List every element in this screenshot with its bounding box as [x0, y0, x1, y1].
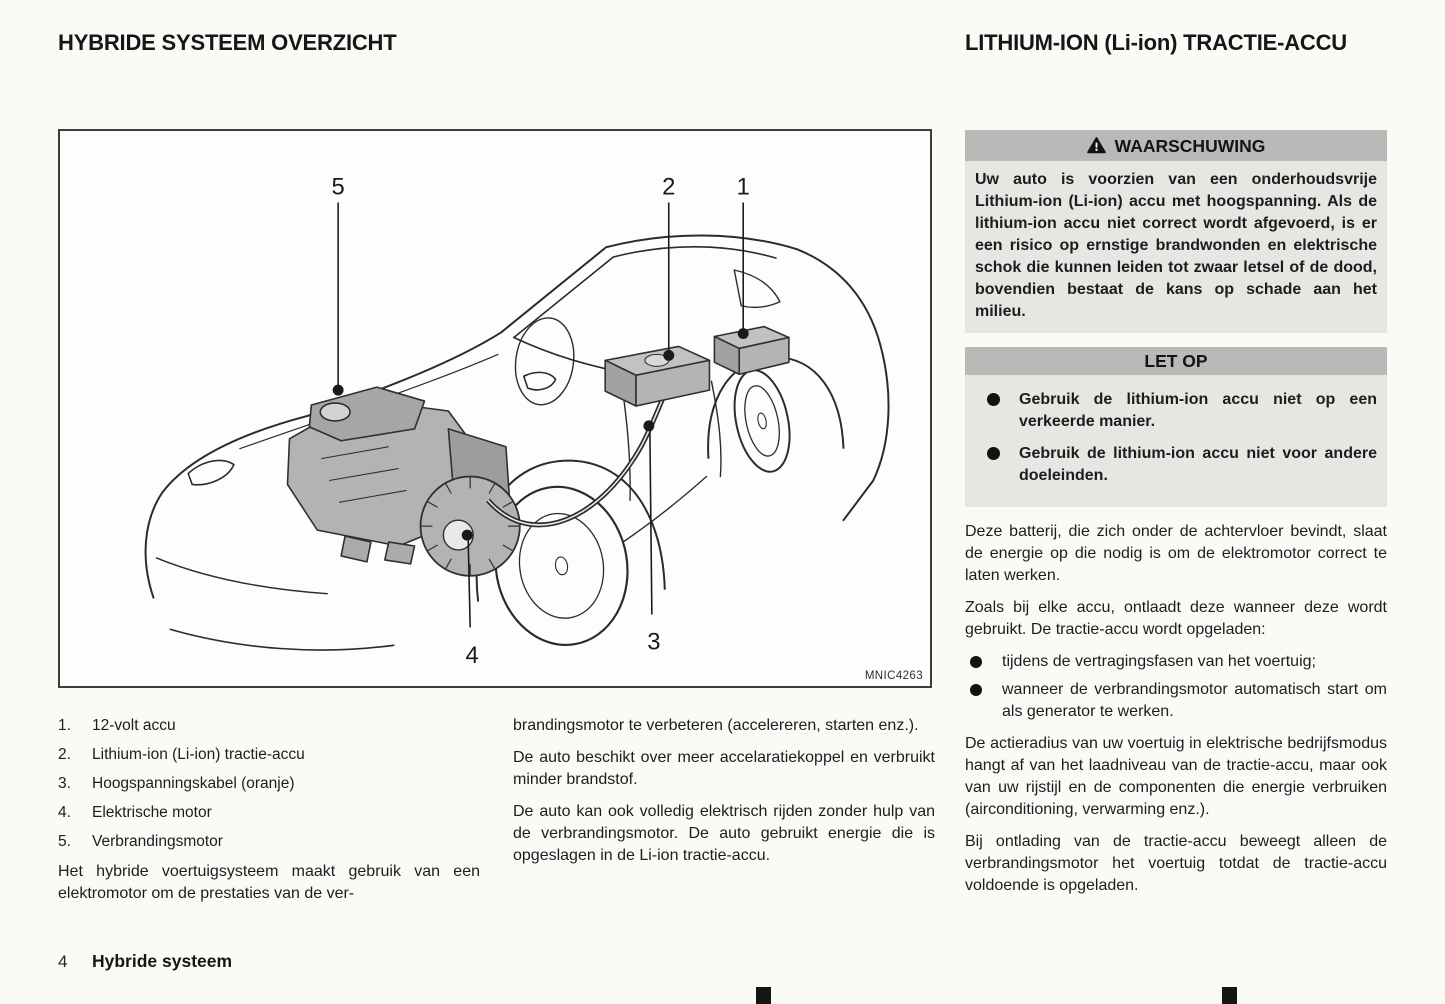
body-paragraph: brandingsmotor te verbeteren (accelereren, starten enz.).: [513, 717, 919, 734]
body-paragraph: De auto beschikt over meer accelaratiekoppel en verbruikt minder brandstof.: [513, 749, 935, 788]
callout-2: 2: [662, 173, 676, 201]
rear-wheel: [708, 357, 843, 476]
warning-title: WAARSCHUWING: [1114, 135, 1266, 156]
list-item: [965, 651, 1387, 673]
warning-text: Uw auto is voorzien van een onderhoudsvrije Lithium-ion (Li-ion) accu met hoogspanning. Als de lithium-ion accu niet correct wordt afgevoerd, is er een risico op ernstige brandwonden en elektrische schok die kunnen leiden tot zwaar letsel of de dood, bovendien bestaat de kans op schade aan het milieu.: [975, 171, 1377, 320]
callout-5: 5: [331, 173, 345, 201]
list-item: [965, 679, 1387, 723]
bullet-icon: [970, 684, 982, 696]
legend-number: 4.: [58, 804, 71, 821]
legend-label: 12-volt accu: [92, 717, 176, 734]
legend-item-5: [58, 831, 480, 853]
right-column: [965, 130, 1387, 907]
warning-box: [965, 130, 1387, 333]
legend-label: Verbrandingsmotor: [92, 833, 223, 850]
list-item-text: wanneer de verbrandingsmotor automatisch start om als generator te werken.: [1002, 681, 1387, 720]
middle-column: [513, 715, 935, 877]
bullet-icon: [970, 656, 982, 668]
caution-body: [965, 375, 1387, 507]
body-paragraph: Bij ontlading van de tractie-accu beweegt alleen de verbrandingsmotor het voertuig totdat de tractie-accu voldoende is opgeladen.: [965, 833, 1387, 894]
legend-label: Hoogspanningskabel (oranje): [92, 775, 295, 792]
body-paragraph: De auto kan ook volledig elektrisch rijden zonder hulp van de verbrandingsmotor. De auto gebruikt energie die is opgeslagen in de Li-ion tractie-accu.: [513, 803, 935, 864]
legend-label: Elektrische motor: [92, 804, 212, 821]
car-diagram: [60, 131, 930, 686]
legend-item-1: [58, 715, 480, 737]
caution-item-text: Gebruik de lithium-ion accu niet op een verkeerde manier.: [1019, 391, 1377, 430]
legend-item-4: [58, 802, 480, 824]
warning-body: [965, 161, 1387, 333]
legend-item-2: [58, 744, 480, 766]
print-registration-mark: [1222, 987, 1237, 1004]
hybrid-system-figure: [58, 129, 932, 688]
legend-number: 2.: [58, 746, 71, 763]
legend-number: 3.: [58, 775, 71, 792]
legend-item-3: [58, 773, 480, 795]
warning-header: [965, 130, 1387, 161]
page-title-left: HYBRIDE SYSTEEM OVERZICHT: [58, 30, 397, 55]
page-number: 4: [58, 952, 68, 971]
list-item-text: tijdens de vertragingsfasen van het voertuig;: [1002, 653, 1316, 670]
page-title-right: LITHIUM-ION (Li-ion) TRACTIE-ACCU: [965, 30, 1347, 55]
caution-item: [975, 443, 1377, 487]
legend-column: [58, 715, 480, 915]
twelve-volt-battery: [714, 327, 788, 375]
page-footer: [58, 951, 232, 972]
footer-section-title: Hybride systeem: [92, 951, 233, 971]
caution-title: LET OP: [1144, 351, 1208, 371]
steering-wheel-line: [510, 314, 579, 409]
legend-number: 1.: [58, 717, 71, 734]
caution-header: [965, 347, 1387, 375]
caution-item: [975, 389, 1377, 433]
callout-1: 1: [736, 173, 750, 201]
figure-caption: MNIC4263: [864, 670, 923, 682]
callout-3: 3: [647, 628, 661, 656]
bullet-icon: [987, 447, 1000, 460]
print-registration-mark: [756, 987, 771, 1004]
body-paragraph: Deze batterij, die zich onder de achtervloer bevindt, slaat de energie op die nodig is om de elektromotor correct te laten werken.: [965, 523, 1387, 584]
caution-box: [965, 347, 1387, 507]
body-paragraph: De actieradius van uw voertuig in elektrische bedrijfsmodus hangt af van het laadniveau van de tractie-accu, maar ook van uw rijstijl en de componenten die energie verbruiken (airconditioning, verwarming enz.).: [965, 735, 1387, 818]
body-paragraph: Zoals bij elke accu, ontlaadt deze wanneer deze wordt gebruikt. De tractie-accu wordt opgeladen:: [965, 599, 1387, 638]
bullet-icon: [987, 393, 1000, 406]
caution-item-text: Gebruik de lithium-ion accu niet voor andere doeleinden.: [1019, 445, 1377, 484]
electric-motor: [421, 477, 520, 576]
callout-4: 4: [465, 642, 479, 670]
warning-icon: [1087, 136, 1106, 155]
intro-paragraph: Het hybride voertuigsysteem maakt gebruik van een elektromotor om de prestaties van de ver-: [58, 862, 480, 902]
liion-battery: [605, 346, 709, 406]
legend-number: 5.: [58, 833, 71, 850]
legend-label: Lithium-ion (Li-ion) tractie-accu: [92, 746, 305, 763]
